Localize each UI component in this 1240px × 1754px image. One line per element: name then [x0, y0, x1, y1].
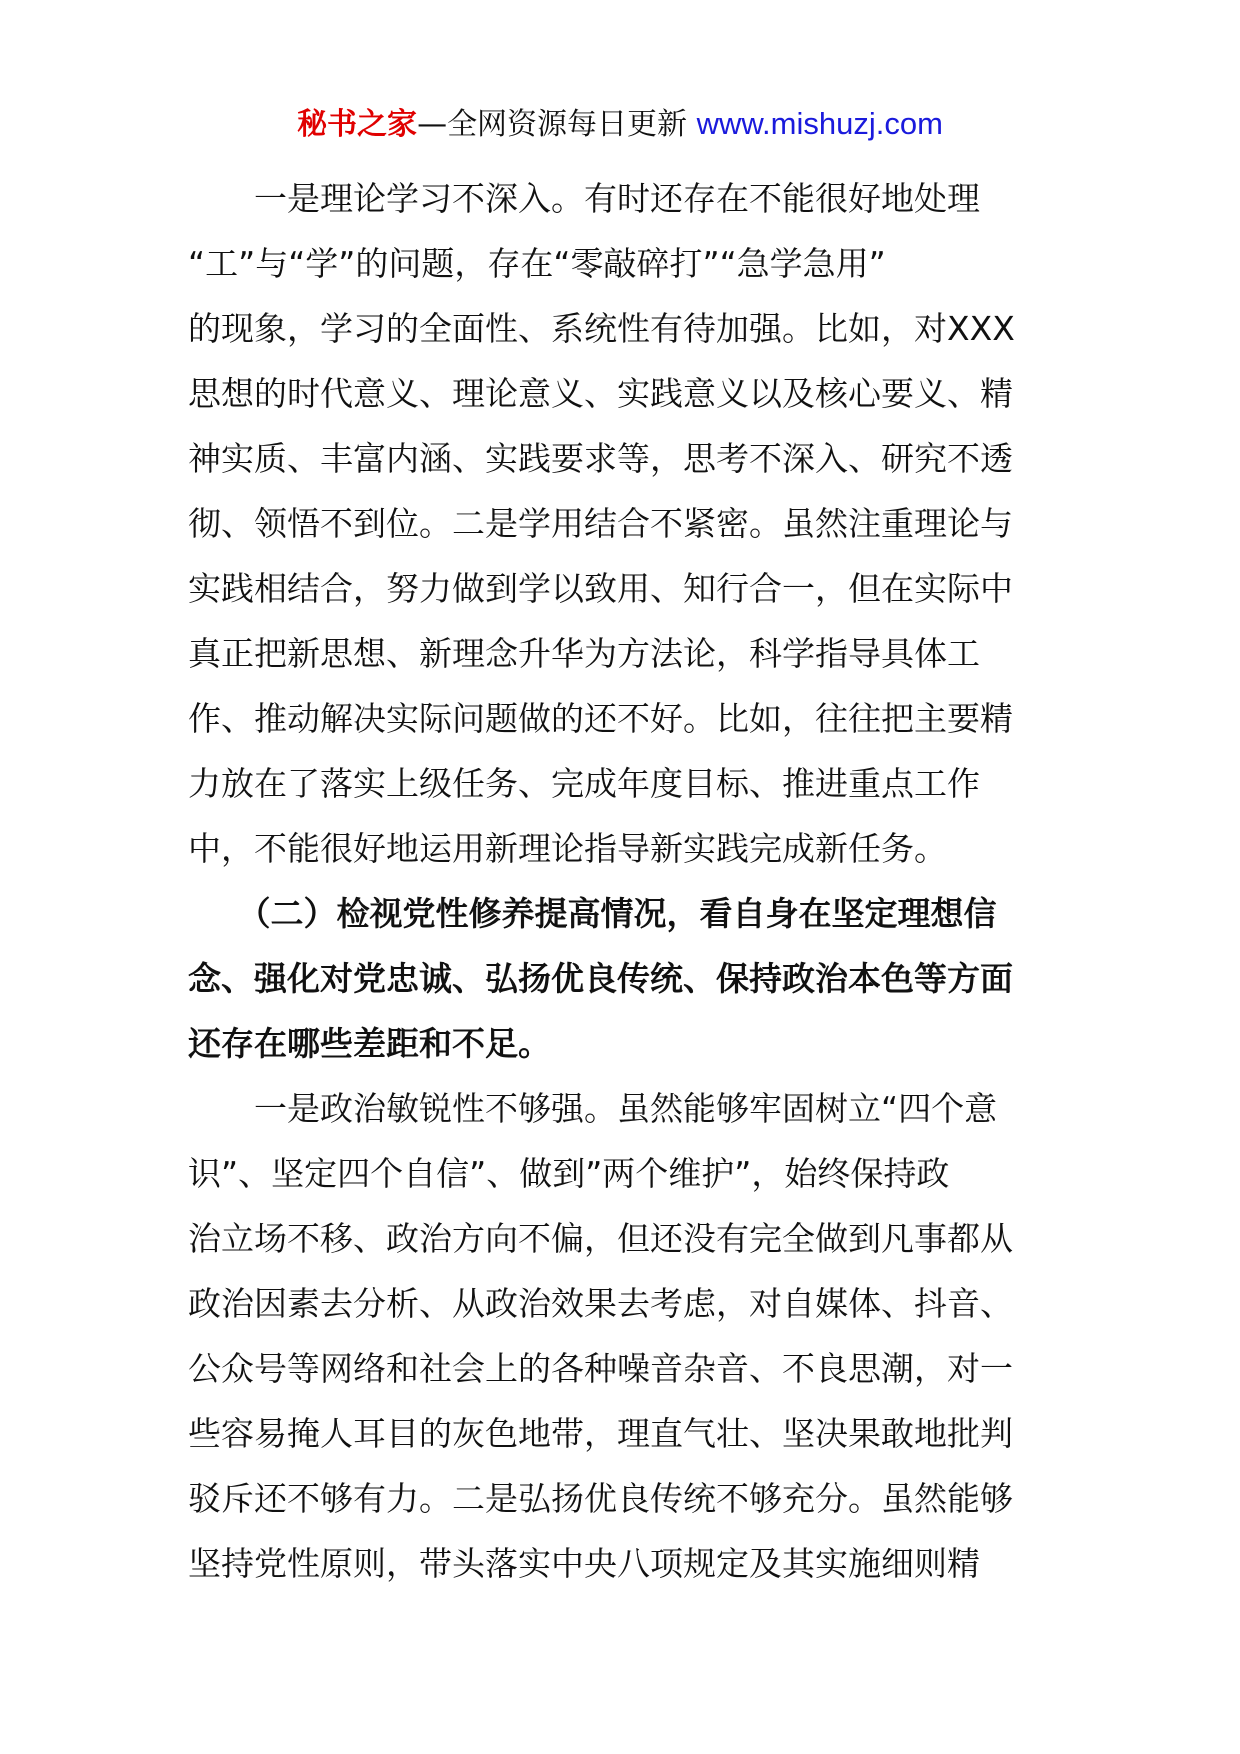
section-heading-line: （二）检视党性修养提高情况，看自身在坚定理想信	[188, 894, 997, 933]
paragraph-line: 治立场不移、政治方向不偏，但还没有完全做到凡事都从	[188, 1219, 1013, 1258]
paragraph-line: 中，不能很好地运用新理论指导新实践完成新任务。	[188, 829, 947, 868]
paragraph-line: 思想的时代意义、理论意义、实践意义以及核心要义、精	[188, 374, 1013, 413]
brand-name: 秘书之家	[297, 107, 418, 142]
paragraph-line: 彻、领悟不到位。二是学用结合不紧密。虽然注重理论与	[188, 504, 1013, 543]
section-heading-line: 还存在哪些差距和不足。	[188, 1024, 551, 1063]
paragraph-line: 公众号等网络和社会上的各种噪音杂音、不良思潮，对一	[188, 1349, 1013, 1388]
paragraph-line: 坚持党性原则，带头落实中央八项规定及其实施细则精	[188, 1544, 980, 1583]
paragraph-line: 政治因素去分析、从政治效果去考虑，对自媒体、抖音、	[188, 1284, 1013, 1323]
paragraph-line: 驳斥还不够有力。二是弘扬优良传统不够充分。虽然能够	[188, 1479, 1013, 1518]
paragraph-line: 力放在了落实上级任务、完成年度目标、推进重点工作	[188, 764, 980, 803]
paragraph-line: 的现象，学习的全面性、系统性有待加强。比如，对XXX	[188, 309, 1015, 348]
paragraph-line: 实践相结合，努力做到学以致用、知行合一，但在实际中	[188, 569, 1013, 608]
document-body	[188, 166, 1032, 1596]
header-slogan: —全网资源每日更新	[417, 107, 697, 142]
paragraph-line: 些容易掩人耳目的灰色地带，理直气壮、坚决果敢地批判	[188, 1414, 1013, 1453]
paragraph-line: 神实质、丰富内涵、实践要求等，思考不深入、研究不透	[188, 439, 1013, 478]
paragraph-line: 一是理论学习不深入。有时还存在不能很好地处理	[188, 179, 980, 218]
site-url-link[interactable]: www.mishuzj.com	[696, 106, 943, 141]
section-heading-line: 念、强化对党忠诚、弘扬优良传统、保持政治本色等方面	[188, 959, 1013, 998]
paragraph-line: 真正把新思想、新理念升华为方法论，科学指导具体工	[188, 634, 980, 673]
paragraph-line: 识”、坚定四个自信”、做到”两个维护”，始终保持政	[188, 1154, 950, 1193]
paragraph-line: 一是政治敏锐性不够强。虽然能够牢固树立“四个意	[188, 1089, 998, 1128]
paragraph-line: “工”与“学”的问题，存在“零敲碎打”“急学急用”	[188, 244, 886, 283]
paragraph-line: 作、推动解决实际问题做的还不好。比如，往往把主要精	[188, 699, 1013, 738]
site-header	[0, 104, 1240, 145]
